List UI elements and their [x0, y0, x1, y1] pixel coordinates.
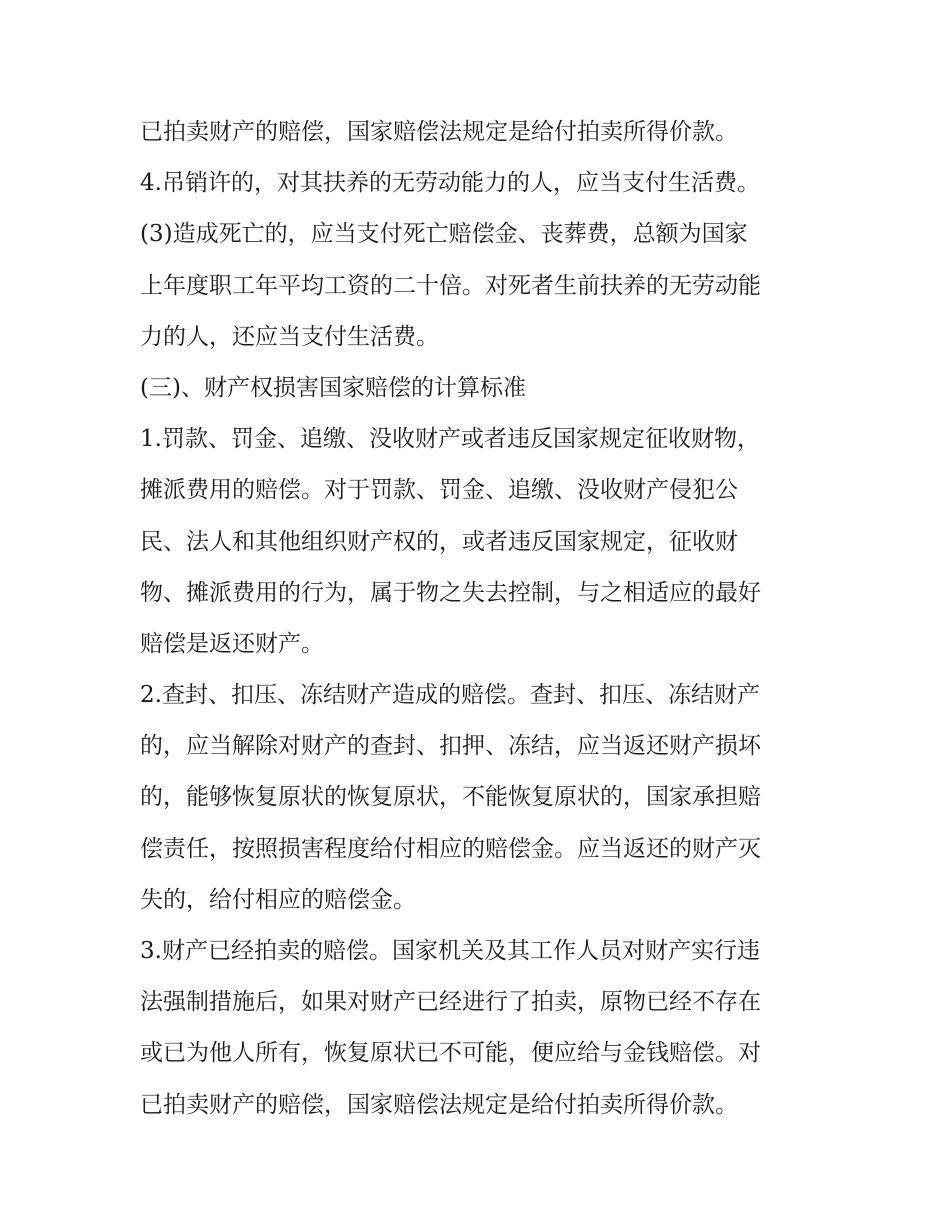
text-line: 或已为他人所有，恢复原状已不可能，便应给与金钱赔偿。对 — [140, 1040, 761, 1067]
text-line: 物、摊派费用的行为，属于物之失去控制，与之相适应的最好 — [140, 579, 761, 606]
text-line: 的，应当解除对财产的查封、扣押、冻结，应当返还财产损坏 — [140, 733, 761, 760]
text-line: (3)造成死亡的，应当支付死亡赔偿金、丧葬费，总额为国家 — [140, 221, 748, 248]
text-line: 赔偿是返还财产。 — [140, 630, 324, 657]
text-line: 2.查封、扣压、冻结财产造成的赔偿。查封、扣压、冻结财产 — [140, 682, 760, 709]
text-line: 法强制措施后，如果对财产已经进行了拍卖，原物已经不存在 — [140, 989, 761, 1016]
document-body-text — [140, 107, 820, 1131]
text-line: 上年度职工年平均工资的二十倍。对死者生前扶养的无劳动能 — [140, 272, 761, 299]
text-line: 已拍卖财产的赔偿，国家赔偿法规定是给付拍卖所得价款。 — [140, 119, 738, 145]
text-line: 摊派费用的赔偿。对于罚款、罚金、追缴、没收财产侵犯公 — [140, 477, 738, 504]
text-line: 3.财产已经拍卖的赔偿。国家机关及其工作人员对财产实行违 — [140, 938, 760, 964]
text-line: 偿责任，按照损害程度给付相应的赔偿金。应当返还的财产灭 — [140, 835, 761, 862]
text-line: 力的人，还应当支付生活费。 — [140, 323, 439, 350]
section-heading: (三)、财产权损害国家赔偿的计算标准 — [140, 374, 526, 401]
text-line: 的，能够恢复原状的恢复原状，不能恢复原状的，国家承担赔 — [140, 784, 761, 811]
text-line: 4.吊销许的，对其扶养的无劳动能力的人，应当支付生活费。 — [140, 170, 760, 197]
text-line: 1.罚款、罚金、追缴、没收财产或者违反国家规定征收财物， — [140, 426, 760, 453]
text-line: 民、法人和其他组织财产权的，或者违反国家规定，征收财 — [140, 528, 738, 555]
text-line: 失的，给付相应的赔偿金。 — [140, 886, 416, 913]
text-line: 已拍卖财产的赔偿，国家赔偿法规定是给付拍卖所得价款。 — [140, 1091, 738, 1118]
